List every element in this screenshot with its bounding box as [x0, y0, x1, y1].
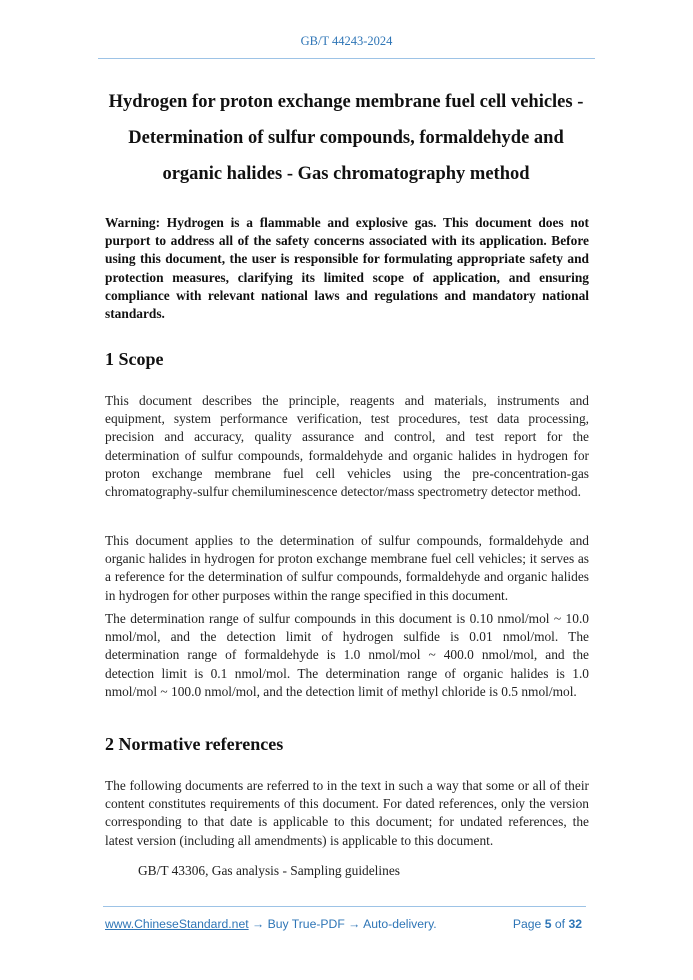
section-heading-scope: 1 Scope — [105, 349, 164, 369]
standard-code-header: GB/T 44243-2024 — [300, 34, 393, 48]
title-line: organic halides - Gas chromatography method — [162, 164, 530, 184]
title-line: Determination of sulfur compounds, formaldehyde and — [128, 128, 564, 148]
of-label: of — [554, 917, 566, 931]
page-indicator — [513, 917, 582, 931]
header-divider — [98, 58, 595, 59]
reference-item: GB/T 43306, Gas analysis - Sampling guidelines — [138, 863, 400, 878]
website-link[interactable]: www.ChineseStandard.net — [105, 917, 249, 931]
document-title — [96, 84, 596, 192]
section-heading-normative-references: 2 Normative references — [105, 734, 284, 754]
current-page-number: 5 — [544, 917, 552, 931]
title-line: Hydrogen for proton exchange membrane fuel cell vehicles - — [108, 92, 584, 112]
scope-paragraph: The determination range of sulfur compounds in this document is 0.10 nmol/mol ~ 10.0 nmol/mol, and the detection limit of hydrogen sulfide is 0.01 nmol/mol. The determination range of formaldehyde is 1.0 nmol/mol ~ 400.0 nmol/mol, and the detection limit is 0.1 nmol/mol. The determination range of organic halides is 1.0 nmol/mol ~ 100.0 nmol/mol, and the detection limit of methyl chloride is 0.5 nmol/mol. — [105, 611, 589, 699]
scope-paragraph: This document applies to the determination of sulfur compounds, formaldehyde and organic halides in hydrogen for proton exchange membrane fuel cell vehicles; it serves as a reference for the determination of sulfur compounds, formaldehyde and organic halides in hydrogen for other purposes within the range specified in this document. — [105, 533, 589, 603]
total-pages-number: 32 — [568, 917, 582, 931]
scope-paragraph: This document describes the principle, reagents and materials, instruments and equipment, system performance verification, test procedures, test data processing, precision and accuracy, quality assurance and control, and test report for the determination of sulfur compounds, formaldehyde and organic halides in hydrogen for proton exchange membrane fuel cell vehicles using the pre-concentration-gas chromatography-sulfur chemiluminescence detector/mass spectrometry detector method. — [105, 393, 589, 500]
footer-divider — [103, 906, 586, 907]
normative-references-paragraph: The following documents are referred to in the text in such a way that some or all of their content constitutes requirements of this document. For dated references, only the version corresponding to that date is applicable to this document; for undated references, the latest version (including all amendments) is applicable to this document. — [105, 778, 589, 848]
page-footer — [105, 917, 585, 931]
footer-tagline: → Buy True-PDF → Auto-delivery. — [248, 917, 437, 931]
page-label: Page — [512, 917, 542, 931]
safety-warning: Warning: Hydrogen is a flammable and explosive gas. This document does not purport to address all of the safety concerns associated with its application. Before using this document, the user is responsible for formulating appropriate safety and protection measures, clarifying its limited scope of application, and ensuring compliance with relevant national laws and regulations and mandatory national standards. — [105, 215, 589, 322]
